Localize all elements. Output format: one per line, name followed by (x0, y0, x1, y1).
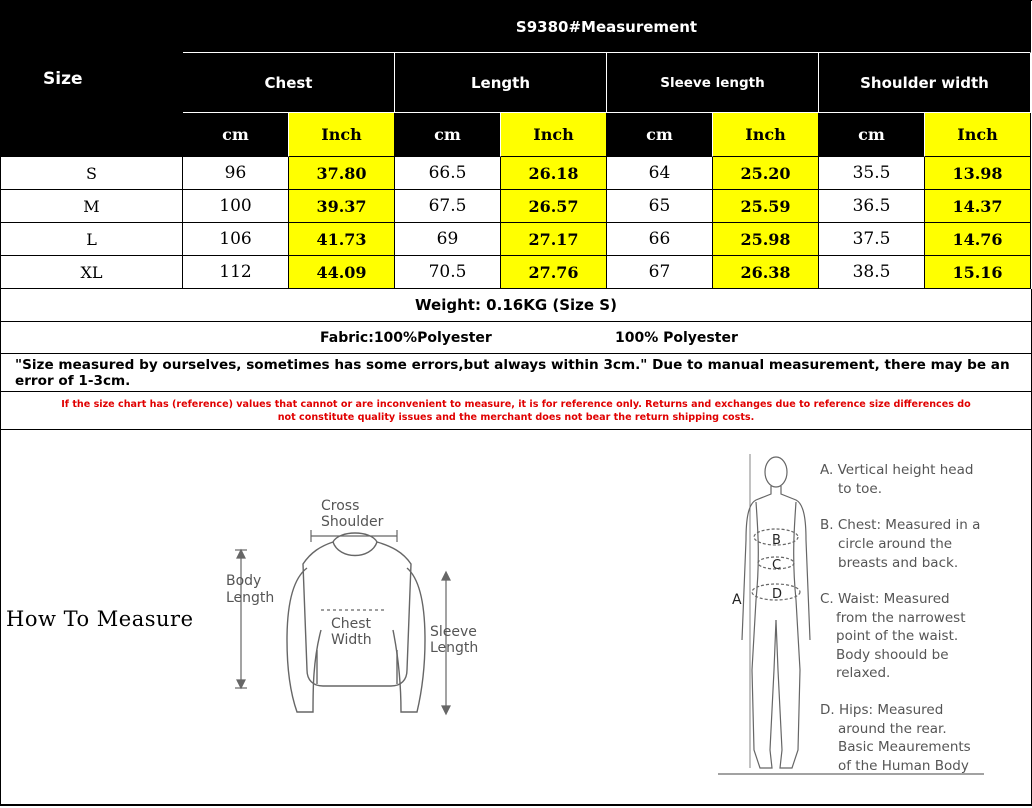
instruction-b-2: circle around the (838, 536, 953, 552)
unit-inch: Inch (925, 113, 1031, 157)
instruction-c-2: from the narrowest (836, 610, 966, 626)
instruction-d-1: D. Hips: Measured (820, 702, 944, 718)
group-shoulder-width: Shoulder width (819, 53, 1031, 113)
label-chest: Chest (331, 616, 372, 632)
unit-inch: Inch (713, 113, 819, 157)
table-cell: 25.98 (713, 223, 819, 256)
table-cell: 69 (395, 223, 501, 256)
table-cell: 27.17 (501, 223, 607, 256)
unit-cm: cm (607, 113, 713, 157)
instruction-b-3: breasts and back. (838, 555, 959, 571)
group-sleeve-length: Sleeve length (607, 53, 819, 113)
instruction-c-1: C. Waist: Measured (820, 591, 950, 607)
measurement-note: "Size measured by ourselves, sometimes has some errors,but always within 3cm." Due to manual measurement, there may be an error of 1-3cm. (0, 354, 1032, 392)
label-cross: Cross (321, 498, 360, 514)
label-c: C (772, 558, 782, 573)
unit-cm: cm (183, 113, 289, 157)
label-width: Width (331, 632, 372, 648)
table-cell: 41.73 (289, 223, 395, 256)
table-cell: 14.76 (925, 223, 1031, 256)
table-cell: 112 (183, 256, 289, 289)
label-b: B (772, 533, 781, 548)
fabric-row (0, 322, 1032, 354)
table-cell: 25.20 (713, 157, 819, 190)
table-cell: 27.76 (501, 256, 607, 289)
table-cell: 25.59 (713, 190, 819, 223)
table-cell: 64 (607, 157, 713, 190)
table-cell: 37.80 (289, 157, 395, 190)
weight-row: Weight: 0.16KG (Size S) (0, 289, 1032, 322)
size-label: M (1, 190, 183, 223)
table-cell: 15.16 (925, 256, 1031, 289)
unit-cm: cm (395, 113, 501, 157)
unit-inch: Inch (289, 113, 395, 157)
how-to-measure-title: How To Measure (6, 607, 194, 631)
table-cell: 36.5 (819, 190, 925, 223)
table-cell: 70.5 (395, 256, 501, 289)
disclaimer: If the size chart has (reference) values that cannot or are inconvenient to measure, it is for reference only. Returns and exchanges due to reference size differences do not constitute quality issues and the merchant does not bear the return shipping costs. (0, 392, 1032, 430)
table-cell: 44.09 (289, 256, 395, 289)
fabric-composition: 100% Polyester (615, 330, 738, 346)
fabric-label: Fabric:100%Polyester (320, 330, 492, 346)
table-cell: 65 (607, 190, 713, 223)
sweater-measurement-icon (221, 490, 491, 730)
table-cell: 96 (183, 157, 289, 190)
how-to-measure-section (0, 430, 1032, 806)
instruction-c-5: relaxed. (836, 665, 891, 681)
instruction-d-4: of the Human Body (838, 758, 969, 774)
table-cell: 66 (607, 223, 713, 256)
label-body-length: Length (226, 590, 275, 606)
label-shoulder: Shoulder (321, 514, 384, 530)
label-d: D (772, 587, 783, 602)
unit-cm: cm (819, 113, 925, 157)
size-header: Size (1, 1, 183, 157)
label-body: Body (226, 573, 262, 589)
table-cell: 100 (183, 190, 289, 223)
table-cell: 37.5 (819, 223, 925, 256)
label-sleeve: Sleeve (430, 624, 477, 640)
table-cell: 38.5 (819, 256, 925, 289)
table-cell: 39.37 (289, 190, 395, 223)
table-cell: 13.98 (925, 157, 1031, 190)
human-body-measurement-icon (716, 450, 1006, 780)
instruction-c-3: point of the waist. (836, 628, 959, 644)
group-chest: Chest (183, 53, 395, 113)
size-chart-table (0, 0, 1032, 289)
instruction-c-4: Body shoould be (836, 647, 949, 663)
table-cell: 26.57 (501, 190, 607, 223)
size-label: S (1, 157, 183, 190)
size-label: L (1, 223, 183, 256)
table-cell: 66.5 (395, 157, 501, 190)
instruction-d-2: around the rear. (838, 721, 947, 737)
group-length: Length (395, 53, 607, 113)
label-sleeve-length: Length (430, 640, 479, 656)
label-a: A (732, 592, 742, 608)
instruction-b-1: B. Chest: Measured in a (820, 517, 981, 533)
size-label: XL (1, 256, 183, 289)
instruction-a-2: to toe. (838, 481, 882, 497)
table-cell: 35.5 (819, 157, 925, 190)
table-title: S9380#Measurement (183, 1, 1031, 53)
table-cell: 67 (607, 256, 713, 289)
unit-inch: Inch (501, 113, 607, 157)
table-cell: 14.37 (925, 190, 1031, 223)
table-cell: 26.38 (713, 256, 819, 289)
instruction-d-3: Basic Meaurements (838, 739, 971, 755)
table-cell: 26.18 (501, 157, 607, 190)
instruction-a-1: A. Vertical height head (820, 462, 974, 478)
table-cell: 67.5 (395, 190, 501, 223)
table-cell: 106 (183, 223, 289, 256)
